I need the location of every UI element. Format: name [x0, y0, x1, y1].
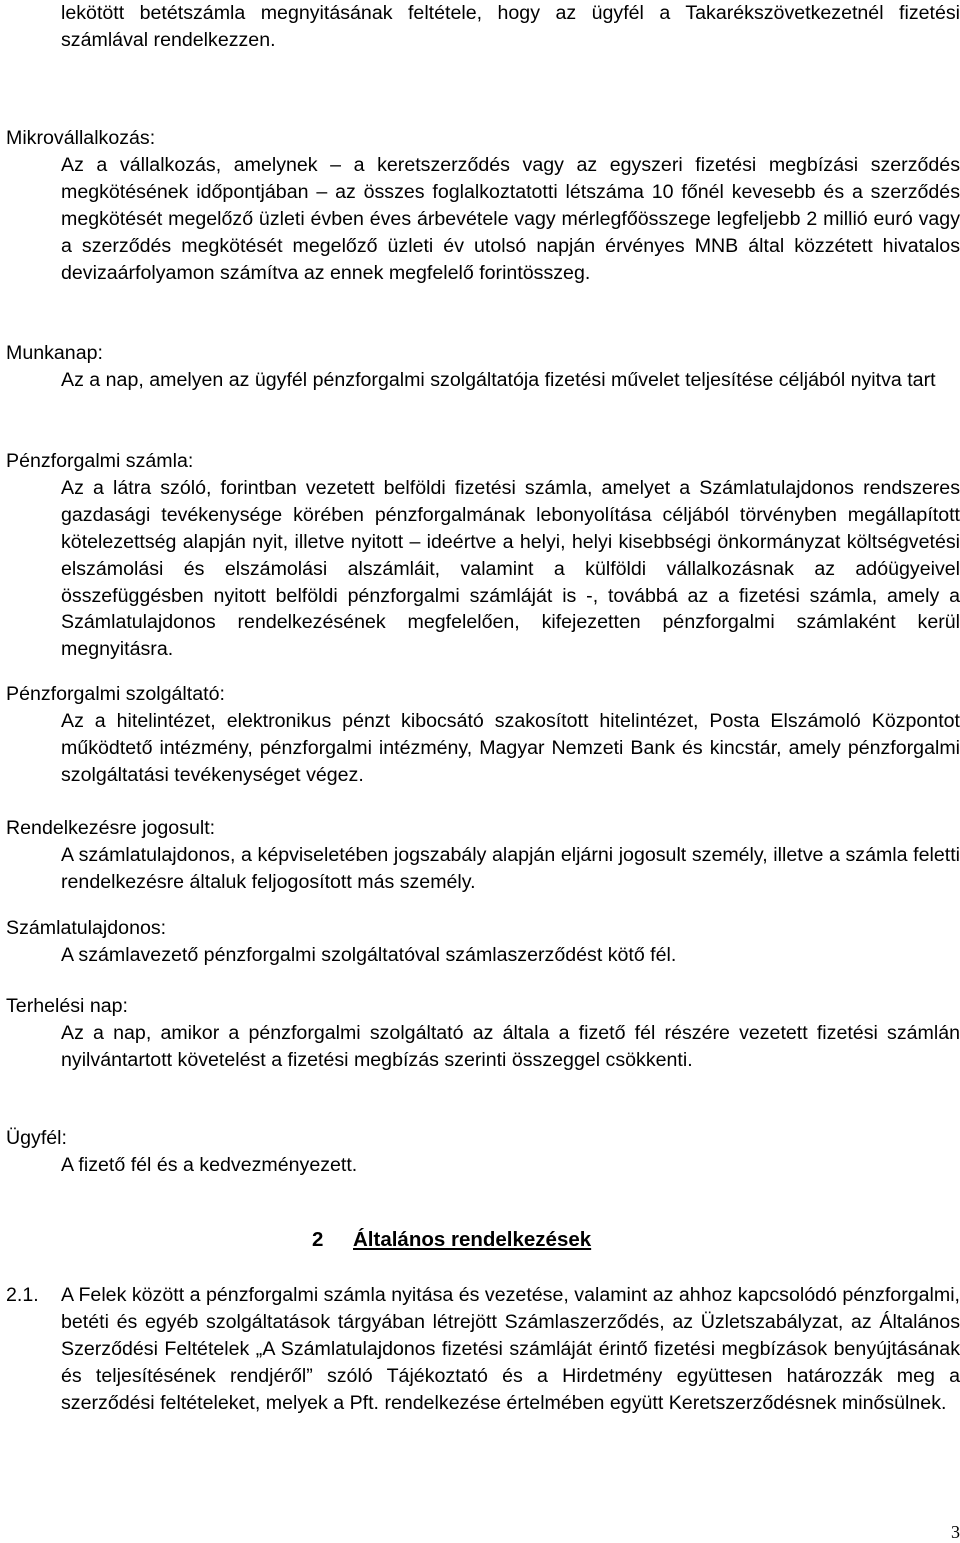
definition-terhelesi-nap: [6, 993, 960, 1074]
definition-text: Az a vállalkozás, amelynek – a keretszerződés vagy az egyszeri fizetési megbízási szerződés megkötésének időpontjában – az összes foglalkoztatotti létszáma 10 főnél kevesebb és a szerződés megkötését megelőző üzleti évben éves árbevétele vagy mérlegfőösszege legfeljebb 2 millió euró vagy a szerződés megkötését megelőző üzleti év utolsó napján érvényes MNB által közzétett hivatalos devizaárfolyamon számítva az ennek megfelelő forintösszeg.: [61, 153, 960, 284]
definition-text: Az a nap, amelyen az ügyfél pénzforgalmi szolgáltatója fizetési művelet teljesítése céljából nyitva tart: [61, 368, 936, 391]
definition-text: Az a nap, amikor a pénzforgalmi szolgáltató az általa a fizető fél részére vezetett fizetési számlán nyilvántartott követelést a fizetési megbízás szerinti összeggel csökkenti.: [61, 1021, 960, 1071]
definition-term: Terhelési nap:: [6, 995, 128, 1017]
definition-text: Az a hitelintézet, elektronikus pénzt kibocsátó szakosított hitelintézet, Posta Elszámoló Központot működtető intézmény, pénzforgalmi intézmény, Magyar Nemzeti Bank és kincstár, amely pénzforgalmi szolgáltatási tevékenységet végez.: [61, 709, 960, 786]
definition-penzforgalmi-szamla: [6, 448, 960, 663]
definition-term: Pénzforgalmi szolgáltató:: [6, 683, 225, 705]
clause-2-1: [6, 1282, 960, 1417]
definition-mikrovallalkozas: [6, 125, 960, 286]
definition-term: Munkanap:: [6, 342, 103, 364]
clause-number: 2.1.: [6, 1284, 39, 1306]
section-number: 2: [312, 1228, 324, 1251]
intro-paragraph: [6, 0, 960, 54]
section-heading: [312, 1226, 591, 1254]
definition-term: Számlatulajdonos:: [6, 917, 167, 939]
definition-penzforgalmi-szolgaltato: [6, 681, 960, 789]
definition-ugyfel: [6, 1125, 960, 1179]
definition-szamlatulajdonos: [6, 915, 960, 969]
definition-text: Az a látra szóló, forintban vezetett belföldi fizetési számla, amelyet a Számlatulajdonos rendszeres gazdasági tevékenysége körében pénzforgalmának lebonyolítása céljából törvényben megállapított kötelezettség alapján nyit, illetve nyitott – ideértve a helyi, helyi kisebbségi önkormányzat költségvetési elszámolási és elszámolási alszámláit, valamint a külföldi vállalkozásnak az adóügyeivel összefüggésben nyitott belföldi pénzforgalmi számláját is -, továbbá az a fizetési számla, amely a Számlatulajdonos rendelkezésének megfelelően, kifejezetten pénzforgalmi számlaként kerül megnyitásra.: [61, 476, 960, 661]
clause-text: A Felek között a pénzforgalmi számla nyitása és vezetése, valamint az ahhoz kapcsolódó pénzforgalmi, betéti és egyéb szolgáltatások tárgyában létrejött Számlaszerződés, az Üzletszabályzat, az Általános Szerződési Feltételek „A Számlatulajdonos fizetési számláját érintő fizetési megbízások benyújtásának és teljesítésének rendjéről” szóló Tájékoztató és a Hirdetmény együttesen határozzák meg a szerződési feltételeket, melyek a Pft. rendelkezése értelmében együtt Keretszerződésnek minősülnek.: [61, 1284, 960, 1414]
intro-text: lekötött betétszámla megnyitásának feltétele, hogy az ügyfél a Takarékszövetkezetnél fizetési számlával rendelkezzen.: [61, 2, 960, 51]
definition-text: A számlatulajdonos, a képviseletében jogszabály alapján eljárni jogosult személy, illetve a számla feletti rendelkezésre általuk feljogosított más személy.: [61, 843, 960, 893]
definition-term: Ügyfél:: [6, 1127, 67, 1149]
definition-term: Mikrovállalkozás:: [6, 127, 156, 149]
definition-munkanap: [6, 340, 960, 394]
definition-term: Rendelkezésre jogosult:: [6, 817, 216, 839]
definition-rendelkezesre-jogosult: [6, 815, 960, 896]
page-number: 3: [951, 1522, 960, 1542]
definition-term: Pénzforgalmi számla:: [6, 450, 194, 472]
definition-text: A fizető fél és a kedvezményezett.: [61, 1153, 358, 1176]
definition-text: A számlavezető pénzforgalmi szolgáltatóval számlaszerződést kötő fél.: [61, 943, 677, 966]
section-title-text: Általános rendelkezések: [353, 1228, 592, 1251]
